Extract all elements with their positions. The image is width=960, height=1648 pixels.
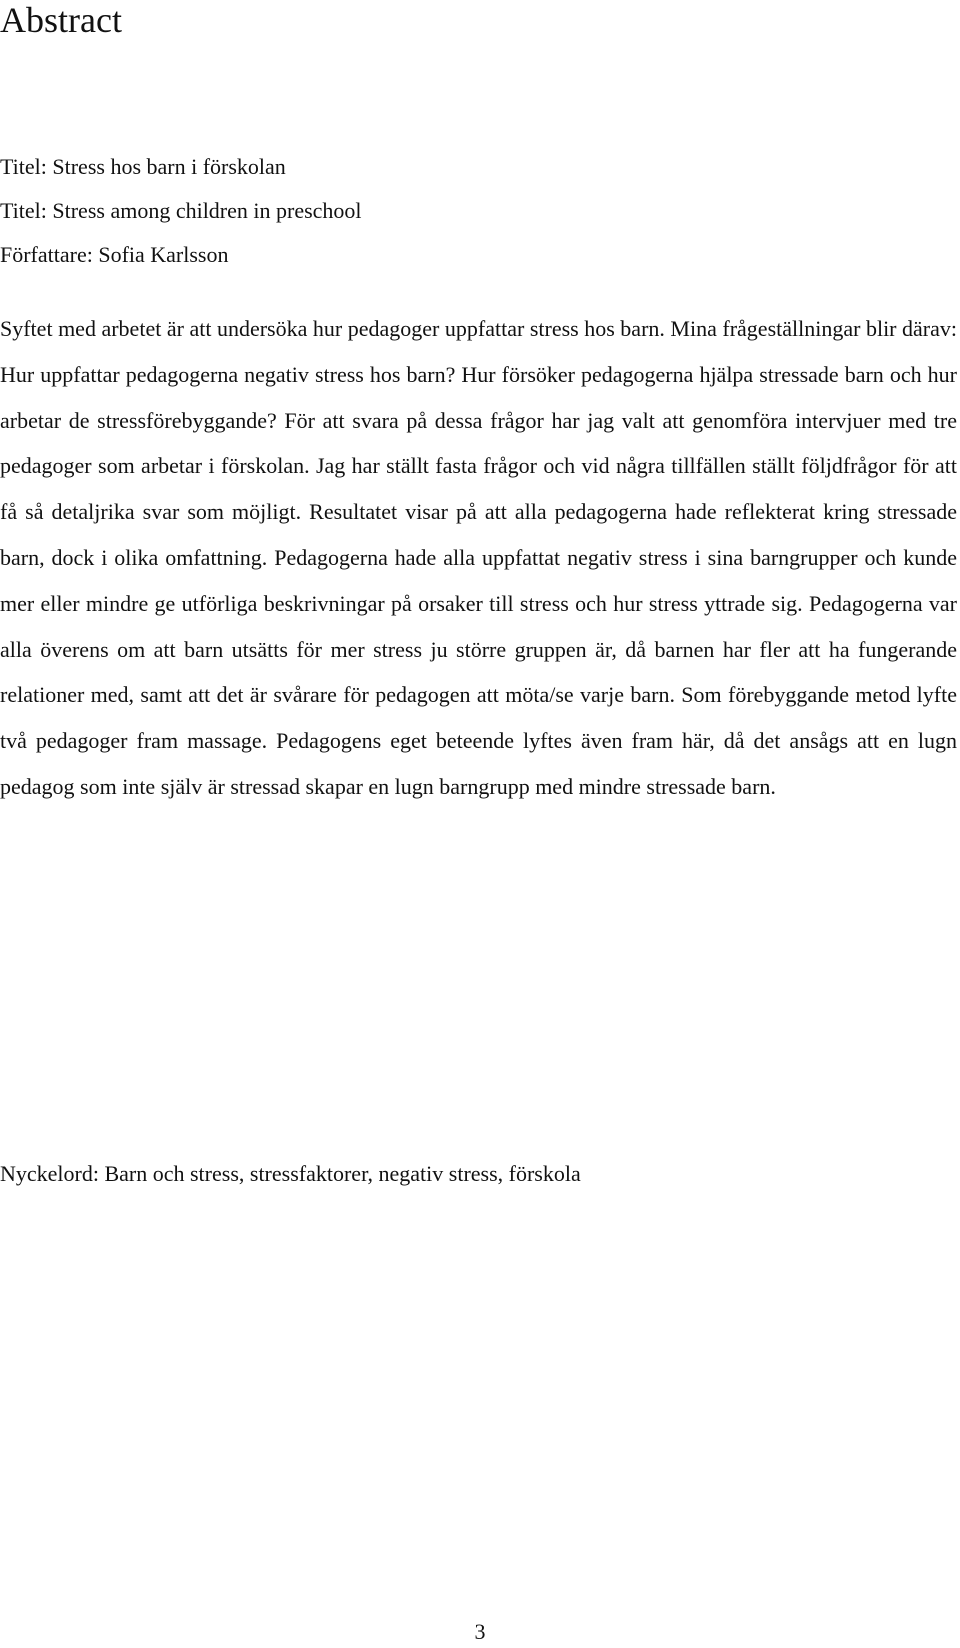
abstract-paragraph: Syftet med arbetet är att undersöka hur pedagoger uppfattar stress hos barn. Mina frågeställningar blir därav: Hur uppfattar pedagogerna negativ stress hos barn? Hur försöker pedagogerna hjälpa stressade barn och hur arbetar de stressförebyggande? För att svara på dessa frågor har jag valt att genomföra intervjuer med tre pedagoger som arbetar i förskolan. Jag har ställt fasta frågor och vid några tillfällen ställt följdfrågor för att få så detaljrika svar som möjligt. Resultatet visar på att alla pedagogerna hade reflekterat kring stressade barn, dock i olika omfattning. Pedagogerna hade alla uppfattat negativ stress i sina barngrupper och kunde mer eller mindre ge utförliga beskrivningar på orsaker till stress och hur stress yttrade sig. Pedagogerna var alla överens om att barn utsätts för mer stress ju större gruppen är, då barnen har fler att ha fungerande relationer med, samt att det är svårare för pedagogen att möta/se varje barn. Som förebyggande metod lyfte två pedagoger fram massage. Pedagogens eget beteende lyftes även fram här, då det ansågs att en lugn pedagog som inte själv är stressad skapar en lugn barngrupp med mindre stressade barn. bbox=[0, 316, 957, 799]
title-english: Titel: Stress among children in preschool bbox=[0, 198, 362, 223]
page-heading: Abstract bbox=[0, 0, 122, 40]
page-number: 3 bbox=[474, 1619, 486, 1644]
keywords-line: Nyckelord: Barn och stress, stressfaktorer, negativ stress, förskola bbox=[0, 1161, 581, 1186]
title-swedish: Titel: Stress hos barn i förskolan bbox=[0, 154, 286, 179]
author-line: Författare: Sofia Karlsson bbox=[0, 242, 229, 267]
